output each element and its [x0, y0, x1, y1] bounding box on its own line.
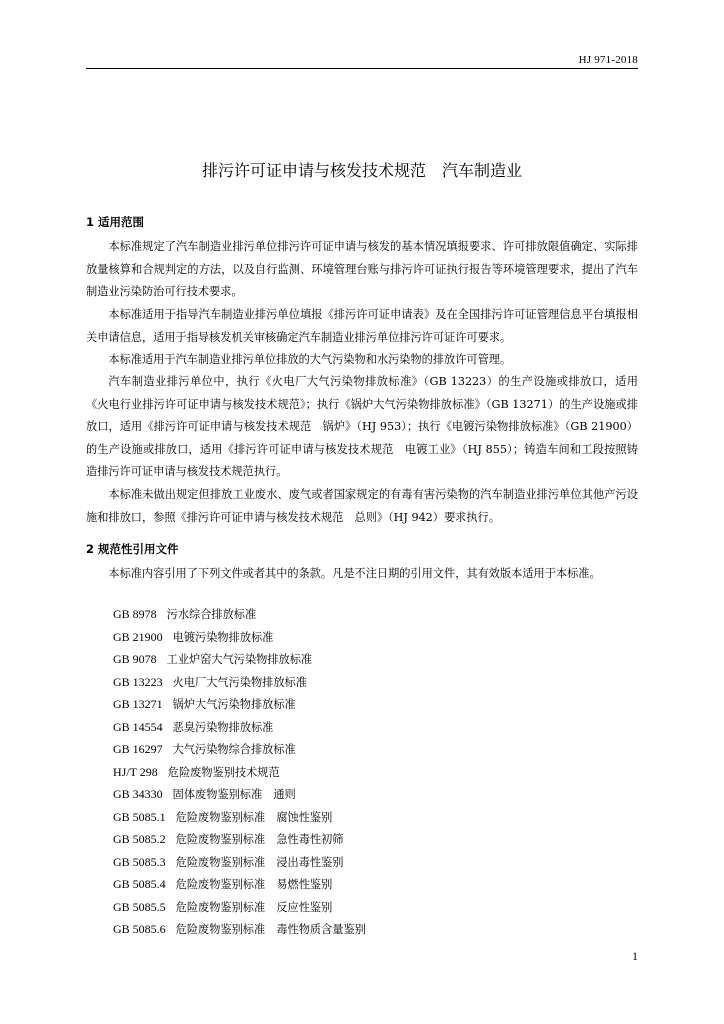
paragraph: 本标准内容引用了下列文件或者其中的条款。凡是不注日期的引用文件，其有效版本适用于本标准。: [108, 567, 601, 580]
reference-code: GB 5085.3: [113, 854, 166, 869]
standard-code: HJ 971-2018: [578, 54, 638, 66]
reference-item: [113, 828, 613, 851]
reference-code: GB 34330: [113, 787, 163, 801]
reference-title: 危险废物鉴别标准 易燃性鉴别: [175, 878, 333, 891]
reference-code: GB 5085.5: [113, 899, 166, 914]
reference-item: [113, 918, 613, 941]
page-number: 1: [632, 949, 638, 963]
reference-item: [113, 783, 613, 806]
reference-code: GB 16297: [113, 742, 163, 756]
reference-item: [113, 626, 613, 649]
reference-title: 危险废物鉴别标准 反应性鉴别: [175, 900, 333, 914]
reference-title: 工业炉窑大气污染物排放标准: [166, 653, 313, 666]
reference-title: 电镀污染物排放标准: [172, 630, 274, 644]
section-heading-scope: 1 适用范围: [86, 215, 145, 229]
reference-title: 锅炉大气污染物排放标准: [172, 698, 296, 711]
reference-title: 危险废物鉴别标准 毒性物质含量鉴别: [175, 923, 366, 936]
reference-item: [113, 761, 613, 784]
reference-code: GB 21900: [113, 629, 163, 644]
paragraph: 本标准适用于指导汽车制造业排污单位填报《排污许可证申请表》及在全国排污许可证管理信息平台填报相关申请信息，适用于指导核发机关审核确定汽车制造业排污单位排污许可证许可要求。: [86, 308, 638, 344]
paragraph: 本标准规定了汽车制造业排污单位排污许可证申请与核发的基本情况填报要求、许可排放限值确定、实际排放量核算和合规判定的方法，以及自行监测、环境管理台账与排污许可证执行报告等环境管理要求，提出了汽车制造业污染防治可行技术要求。: [86, 240, 638, 298]
reference-title: 危险废物鉴别标准 腐蚀性鉴别: [175, 810, 333, 824]
reference-item: [113, 603, 613, 626]
reference-item: [113, 896, 613, 919]
paragraph: 本标准未做出规定但排放工业废水、废气或者国家规定的有毒有害污染物的汽车制造业排污单位其他产污设施和排放口，参照《排污许可证申请与核发技术规范 总则》（HJ 942）要求执行。: [86, 488, 638, 524]
reference-code: GB 13223: [113, 674, 163, 689]
reference-item: [113, 873, 613, 896]
reference-title: 危险废物鉴别标准 急性毒性初筛: [175, 833, 344, 846]
reference-item: [113, 693, 613, 716]
reference-item: [113, 648, 613, 671]
reference-code: GB 14554: [113, 719, 163, 734]
reference-list: [113, 603, 613, 941]
paragraph: 汽车制造业排污单位中，执行《火电厂大气污染物排放标准》（GB 13223）的生产设施或排放口，适用《火电行业排污许可证申请与核发技术规范》；执行《锅炉大气污染物排放标准》（GB 13271）的生产设施或排放口，适用《排污许可证申请与核发技术规范 锅炉》（HJ 953）；执行《电镀污染物排放标准》（GB 21900）的生产设施或排放口，适用《排污许可证申请与核发技术规范 电镀工业》（HJ 855）；铸造车间和工段按照铸造排污许可证申请与核发技术规范执行。: [86, 375, 638, 478]
reference-item: [113, 716, 613, 739]
reference-title: 污水综合排放标准: [166, 608, 257, 621]
reference-item: [113, 671, 613, 694]
reference-code: HJ/T 298: [113, 764, 158, 779]
section-heading-normative-references: 2 规范性引用文件: [86, 542, 179, 556]
reference-code: GB 13271: [113, 697, 163, 711]
page-title: 排污许可证申请与核发技术规范 汽车制造业: [201, 160, 522, 180]
reference-item: [113, 738, 613, 761]
reference-title: 危险废物鉴别技术规范: [167, 765, 280, 779]
reference-item: [113, 806, 613, 829]
reference-title: 大气污染物综合排放标准: [172, 743, 296, 756]
reference-item: [113, 851, 613, 874]
reference-title: 火电厂大气污染物排放标准: [172, 675, 307, 689]
paragraph: 本标准适用于汽车制造业排污单位排放的大气污染物和水污染物的排放许可管理。: [108, 353, 512, 366]
reference-code: GB 5085.6: [113, 922, 166, 936]
reference-title: 恶臭污染物排放标准: [172, 720, 274, 734]
reference-code: GB 8978: [113, 607, 157, 621]
reference-code: GB 9078: [113, 652, 157, 666]
reference-title: 固体废物鉴别标准 通则: [172, 788, 296, 801]
header-divider: [86, 68, 638, 69]
reference-code: GB 5085.1: [113, 809, 166, 824]
reference-code: GB 5085.2: [113, 832, 166, 846]
reference-title: 危险废物鉴别标准 浸出毒性鉴别: [175, 855, 344, 869]
reference-code: GB 5085.4: [113, 877, 166, 891]
